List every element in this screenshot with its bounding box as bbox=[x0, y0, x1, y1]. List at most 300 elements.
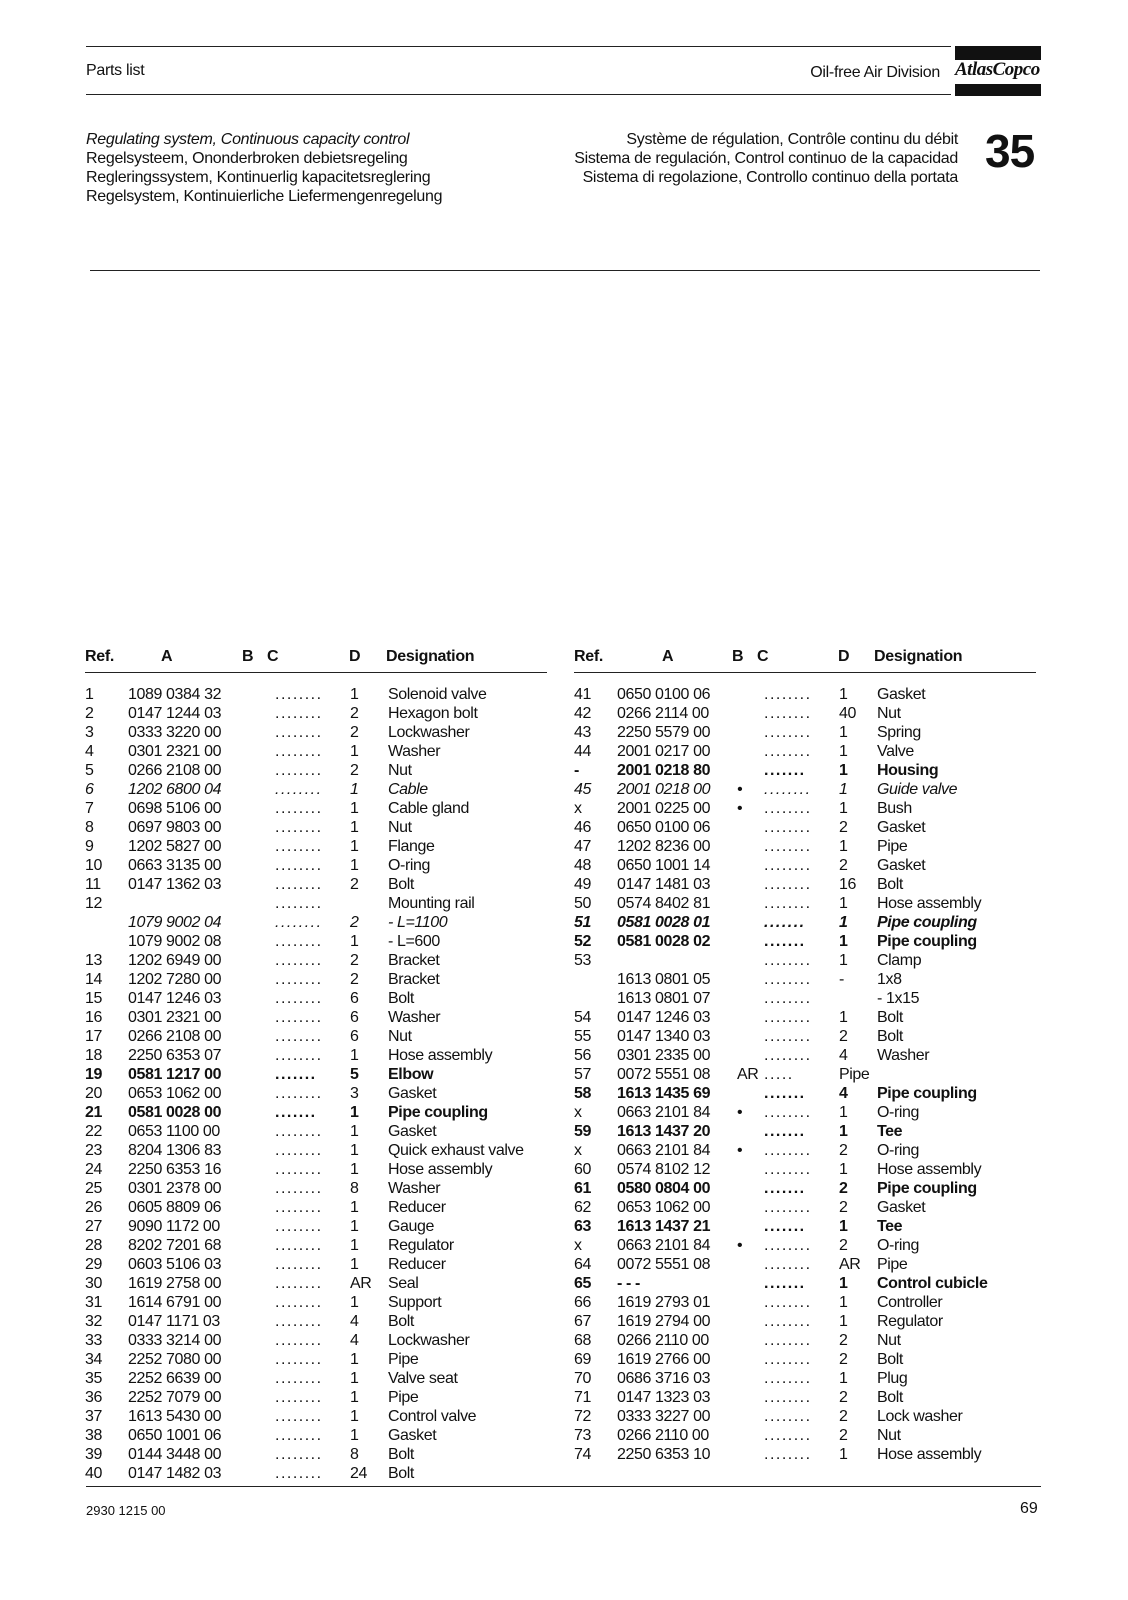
leader-dots: ........ bbox=[275, 724, 323, 741]
designation-cell: Pipe coupling bbox=[877, 914, 977, 931]
ref-cell: 16 bbox=[85, 1009, 102, 1026]
quantity-cell: 1 bbox=[839, 952, 848, 969]
leader-dots: ........ bbox=[275, 1085, 323, 1102]
part-number-cell: 0580 0804 00 bbox=[617, 1180, 711, 1197]
part-number-cell: 8202 7201 68 bbox=[128, 1237, 222, 1254]
quantity-cell: 2 bbox=[839, 1427, 848, 1444]
quantity-cell: 2 bbox=[839, 1408, 848, 1425]
part-number-cell: 0663 3135 00 bbox=[128, 857, 222, 874]
ref-cell: 8 bbox=[85, 819, 94, 836]
quantity-cell: 1 bbox=[350, 819, 359, 836]
table-row bbox=[85, 1104, 565, 1123]
leader-dots: ........ bbox=[275, 1446, 323, 1463]
table-row bbox=[85, 1161, 565, 1180]
designation-cell: Gasket bbox=[877, 819, 926, 836]
table-row bbox=[85, 1123, 565, 1142]
leader-dots: ........ bbox=[275, 952, 323, 969]
quantity-cell: 2 bbox=[350, 952, 359, 969]
designation-cell: O-ring bbox=[388, 857, 431, 874]
leader-dots: ........ bbox=[764, 952, 812, 969]
quantity-cell: 1 bbox=[350, 1218, 359, 1235]
part-number-cell: 0581 0028 02 bbox=[617, 933, 711, 950]
part-number-cell: 0147 1323 03 bbox=[617, 1389, 711, 1406]
table-row bbox=[574, 1009, 1054, 1028]
leader-dots: ........ bbox=[275, 1370, 323, 1387]
leader-dots: ........ bbox=[764, 743, 812, 760]
leader-dots: ........ bbox=[275, 1256, 323, 1273]
quantity-cell: 1 bbox=[350, 1237, 359, 1254]
table-row bbox=[85, 743, 565, 762]
part-number-cell: 1619 2766 00 bbox=[617, 1351, 711, 1368]
parts-table-left bbox=[85, 648, 565, 1482]
designation-cell: Quick exhaust valve bbox=[388, 1142, 524, 1159]
footer-rule bbox=[86, 1486, 1041, 1487]
designation-cell: Reducer bbox=[388, 1199, 446, 1216]
ref-cell: 29 bbox=[85, 1256, 102, 1273]
designation-cell: Washer bbox=[388, 743, 441, 760]
part-number-cell: 1202 6949 00 bbox=[128, 952, 222, 969]
logo-bar-top bbox=[955, 46, 1041, 60]
part-number-cell: 0650 0100 06 bbox=[617, 819, 711, 836]
quantity-cell: 2 bbox=[839, 1237, 848, 1254]
part-number-cell: 0266 2114 00 bbox=[617, 705, 709, 722]
page-number: 69 bbox=[1020, 1500, 1038, 1517]
part-number-cell: 1202 7280 00 bbox=[128, 971, 222, 988]
ref-cell: 33 bbox=[85, 1332, 102, 1349]
part-number-cell: 1613 0801 07 bbox=[617, 990, 711, 1007]
leader-dots: ........ bbox=[275, 1199, 323, 1216]
ref-cell: 53 bbox=[574, 952, 591, 969]
quantity-cell: 1 bbox=[350, 1123, 359, 1140]
parts-table-right bbox=[574, 648, 1054, 1463]
quantity-cell: 1 bbox=[839, 781, 848, 798]
designation-cell: Bush bbox=[877, 800, 912, 817]
col-b-header: B bbox=[732, 648, 744, 665]
part-number-cell: 1613 1435 69 bbox=[617, 1085, 711, 1102]
table-row bbox=[85, 1237, 565, 1256]
leader-dots: ........ bbox=[764, 876, 812, 893]
table-row bbox=[574, 1142, 1054, 1161]
ref-cell: 34 bbox=[85, 1351, 102, 1368]
designation-cell: Nut bbox=[388, 762, 412, 779]
leader-dots: ........ bbox=[764, 1427, 812, 1444]
part-number-cell: 0574 8402 81 bbox=[617, 895, 711, 912]
leader-dots: ........ bbox=[275, 819, 323, 836]
ref-cell: 18 bbox=[85, 1047, 102, 1064]
col-designation-header: Designation bbox=[386, 648, 475, 665]
quantity-cell: 1 bbox=[839, 1218, 848, 1235]
quantity-cell: 6 bbox=[350, 1028, 359, 1045]
designation-cell: Controller bbox=[877, 1294, 943, 1311]
designation-cell: Bracket bbox=[388, 952, 440, 969]
part-number-cell: 2252 7080 00 bbox=[128, 1351, 222, 1368]
designation-cell: Gasket bbox=[877, 1199, 926, 1216]
marker-cell: • bbox=[737, 1237, 743, 1254]
part-number-cell: 0333 3220 00 bbox=[128, 724, 222, 741]
leader-dots: ........ bbox=[275, 743, 323, 760]
table-row bbox=[85, 876, 565, 895]
part-number-cell: 1079 9002 08 bbox=[128, 933, 222, 950]
table-row bbox=[85, 1066, 565, 1085]
part-number-cell: 1613 1437 21 bbox=[617, 1218, 711, 1235]
leader-dots: ........ bbox=[764, 1047, 812, 1064]
part-number-cell: 0266 2108 00 bbox=[128, 1028, 222, 1045]
quantity-cell: 1 bbox=[350, 1294, 359, 1311]
part-number-cell: 1614 6791 00 bbox=[128, 1294, 222, 1311]
table-row bbox=[574, 1066, 1054, 1085]
quantity-cell: 2 bbox=[839, 1028, 848, 1045]
designation-cell: Reducer bbox=[388, 1256, 446, 1273]
table-row bbox=[574, 1351, 1054, 1370]
ref-cell: 21 bbox=[85, 1104, 102, 1121]
title-english: Regulating system, Continuous capacity control bbox=[86, 131, 410, 148]
title-german: Regelsystem, Kontinuierliche Liefermengenregelung bbox=[86, 188, 443, 205]
quantity-cell: 5 bbox=[350, 1066, 359, 1083]
ref-cell: 22 bbox=[85, 1123, 102, 1140]
ref-cell: 61 bbox=[574, 1180, 591, 1197]
parts-table-right-header bbox=[574, 648, 1054, 672]
section-number: 35 bbox=[985, 125, 1035, 177]
table-row bbox=[574, 1313, 1054, 1332]
leader-dots: ........ bbox=[764, 971, 812, 988]
ref-cell: 51 bbox=[574, 914, 591, 931]
table-row bbox=[85, 990, 565, 1009]
leader-dots: ........ bbox=[764, 857, 812, 874]
ref-cell: 66 bbox=[574, 1294, 591, 1311]
designation-cell: Seal bbox=[388, 1275, 419, 1292]
table-row bbox=[85, 1028, 565, 1047]
table-row bbox=[85, 914, 565, 933]
designation-cell: Nut bbox=[877, 705, 901, 722]
leader-dots: ........ bbox=[275, 895, 323, 912]
quantity-cell: 2 bbox=[839, 1142, 848, 1159]
quantity-cell: 1 bbox=[350, 933, 359, 950]
quantity-cell: 40 bbox=[839, 705, 856, 722]
marker-cell: • bbox=[737, 1142, 743, 1159]
part-number-cell: 0686 3716 03 bbox=[617, 1370, 711, 1387]
quantity-cell: 4 bbox=[350, 1313, 359, 1330]
leader-dots: ........ bbox=[764, 1389, 812, 1406]
leader-dots: ........ bbox=[764, 838, 812, 855]
title-dutch: Regelsysteem, Ononderbroken debietsregeling bbox=[86, 150, 408, 167]
leader-dots: ........ bbox=[764, 1161, 812, 1178]
ref-cell: 56 bbox=[574, 1047, 591, 1064]
quantity-cell: 1 bbox=[839, 1009, 848, 1026]
table-row bbox=[574, 914, 1054, 933]
table-row bbox=[85, 1218, 565, 1237]
marker-cell: AR bbox=[737, 1066, 759, 1083]
table-row bbox=[574, 743, 1054, 762]
table-row bbox=[85, 1389, 565, 1408]
quantity-cell: 1 bbox=[839, 1294, 848, 1311]
table-row bbox=[574, 686, 1054, 705]
designation-cell: Control cubicle bbox=[877, 1275, 988, 1292]
leader-dots: ........ bbox=[275, 1389, 323, 1406]
table-row bbox=[574, 781, 1054, 800]
ref-cell: 17 bbox=[85, 1028, 102, 1045]
col-a-header: A bbox=[662, 648, 674, 665]
leader-dots: ........ bbox=[764, 1313, 812, 1330]
quantity-cell: 4 bbox=[350, 1332, 359, 1349]
designation-cell: Regulator bbox=[388, 1237, 454, 1254]
designation-cell: Bolt bbox=[877, 876, 903, 893]
ref-cell: 11 bbox=[85, 876, 101, 893]
designation-cell: Bolt bbox=[388, 876, 414, 893]
leader-dots: ........ bbox=[275, 1161, 323, 1178]
ref-cell: 19 bbox=[85, 1066, 102, 1083]
quantity-cell: 1 bbox=[350, 1370, 359, 1387]
leader-dots: ........ bbox=[764, 781, 812, 798]
ref-cell: 64 bbox=[574, 1256, 591, 1273]
ref-cell: 70 bbox=[574, 1370, 591, 1387]
table-row bbox=[85, 724, 565, 743]
ref-cell: 59 bbox=[574, 1123, 591, 1140]
table-row bbox=[85, 1142, 565, 1161]
part-number-cell: 1613 0801 05 bbox=[617, 971, 711, 988]
table-row bbox=[85, 1446, 565, 1465]
part-number-cell: 1202 5827 00 bbox=[128, 838, 222, 855]
title-italian: Sistema di regolazione, Controllo continuo della portata bbox=[582, 169, 958, 186]
part-number-cell: 2250 5579 00 bbox=[617, 724, 711, 741]
ref-cell: 67 bbox=[574, 1313, 591, 1330]
table-row bbox=[574, 1180, 1054, 1199]
designation-cell: Pipe coupling bbox=[877, 1180, 977, 1197]
ref-cell: 54 bbox=[574, 1009, 591, 1026]
part-number-cell: 1613 1437 20 bbox=[617, 1123, 711, 1140]
leader-dots: ........ bbox=[275, 1408, 323, 1425]
ref-cell: 62 bbox=[574, 1199, 591, 1216]
designation-cell: Bolt bbox=[388, 990, 414, 1007]
designation-cell: Cable gland bbox=[388, 800, 469, 817]
table-row bbox=[574, 1294, 1054, 1313]
designation-cell: Lockwasher bbox=[388, 724, 470, 741]
leader-dots: ........ bbox=[275, 1123, 323, 1140]
designation-cell: Gasket bbox=[388, 1427, 437, 1444]
quantity-cell: 1 bbox=[839, 1370, 848, 1387]
quantity-cell: 2 bbox=[839, 1332, 848, 1349]
ref-cell: 71 bbox=[574, 1389, 591, 1406]
quantity-cell: 1 bbox=[839, 838, 848, 855]
table-row bbox=[85, 686, 565, 705]
ref-cell: x bbox=[574, 800, 582, 817]
leader-dots: ........ bbox=[764, 1142, 812, 1159]
table-row bbox=[85, 838, 565, 857]
part-number-cell: 0301 2378 00 bbox=[128, 1180, 222, 1197]
designation-cell: Lock washer bbox=[877, 1408, 963, 1425]
parts-table-left-rows bbox=[85, 686, 565, 1484]
leader-dots: ....... bbox=[764, 1085, 806, 1102]
ref-cell: 25 bbox=[85, 1180, 102, 1197]
designation-cell: Nut bbox=[877, 1427, 901, 1444]
table-row bbox=[85, 857, 565, 876]
leader-dots: ........ bbox=[275, 1332, 323, 1349]
quantity-cell: 2 bbox=[350, 724, 359, 741]
table-row bbox=[574, 895, 1054, 914]
ref-cell: 38 bbox=[85, 1427, 102, 1444]
leader-dots: ........ bbox=[764, 686, 812, 703]
leader-dots: ....... bbox=[275, 1104, 317, 1121]
part-number-cell: 1202 8236 00 bbox=[617, 838, 711, 855]
table-row bbox=[85, 952, 565, 971]
part-number-cell: 0574 8102 12 bbox=[617, 1161, 711, 1178]
leader-dots: ........ bbox=[764, 800, 812, 817]
designation-cell: Bolt bbox=[388, 1446, 414, 1463]
quantity-cell: 1 bbox=[839, 1275, 848, 1292]
part-number-cell: 0650 1001 06 bbox=[128, 1427, 222, 1444]
designation-cell: Washer bbox=[388, 1180, 441, 1197]
col-a-header: A bbox=[161, 648, 173, 665]
ref-cell: 49 bbox=[574, 876, 591, 893]
title-french: Système de régulation, Contrôle continu du débit bbox=[626, 131, 958, 148]
designation-cell: Solenoid valve bbox=[388, 686, 487, 703]
designation-cell: Hose assembly bbox=[877, 895, 982, 912]
ref-cell: 12 bbox=[85, 895, 102, 912]
quantity-cell: 1 bbox=[839, 686, 848, 703]
table-row bbox=[85, 1256, 565, 1275]
part-number-cell: 0697 9803 00 bbox=[128, 819, 222, 836]
part-number-cell: 1202 6800 04 bbox=[128, 781, 222, 798]
ref-cell: 32 bbox=[85, 1313, 102, 1330]
table-row bbox=[85, 1199, 565, 1218]
part-number-cell: 0072 5551 08 bbox=[617, 1066, 711, 1083]
leader-dots: ........ bbox=[764, 1294, 812, 1311]
table-row bbox=[574, 800, 1054, 819]
leader-dots: ........ bbox=[275, 1142, 323, 1159]
table-row bbox=[85, 1351, 565, 1370]
part-number-cell: 0147 1246 03 bbox=[128, 990, 222, 1007]
ref-cell: x bbox=[574, 1104, 582, 1121]
designation-cell: Gauge bbox=[388, 1218, 435, 1235]
table-row bbox=[574, 705, 1054, 724]
designation-cell: Housing bbox=[877, 762, 939, 779]
table-row bbox=[574, 1218, 1054, 1237]
ref-cell: 55 bbox=[574, 1028, 591, 1045]
designation-cell: Nut bbox=[388, 1028, 412, 1045]
logo-wordmark: AtlasCopco bbox=[955, 59, 1040, 80]
leader-dots: ........ bbox=[764, 1256, 812, 1273]
leader-dots: ....... bbox=[764, 1123, 806, 1140]
table-row bbox=[574, 876, 1054, 895]
designation-cell: Bracket bbox=[388, 971, 440, 988]
ref-cell: 42 bbox=[574, 705, 591, 722]
quantity-cell: 2 bbox=[839, 1389, 848, 1406]
table-row bbox=[574, 1199, 1054, 1218]
quantity-cell: 1 bbox=[839, 724, 848, 741]
quantity-cell: 6 bbox=[350, 990, 359, 1007]
table-row bbox=[574, 1028, 1054, 1047]
quantity-cell: 2 bbox=[839, 1199, 848, 1216]
table-row bbox=[85, 895, 565, 914]
table-row bbox=[85, 1427, 565, 1446]
leader-dots: ........ bbox=[275, 990, 323, 1007]
leader-dots: ........ bbox=[764, 990, 812, 1007]
part-number-cell: 0698 5106 00 bbox=[128, 800, 222, 817]
quantity-cell: AR bbox=[350, 1275, 372, 1292]
ref-cell: 15 bbox=[85, 990, 102, 1007]
header-left-label: Parts list bbox=[86, 62, 145, 79]
part-number-cell: 2001 0225 00 bbox=[617, 800, 711, 817]
ref-cell: 23 bbox=[85, 1142, 102, 1159]
table-row bbox=[85, 971, 565, 990]
designation-cell: Mounting rail bbox=[388, 895, 475, 912]
quantity-cell: 2 bbox=[350, 914, 359, 931]
leader-dots: ........ bbox=[275, 1180, 323, 1197]
designation-cell: Valve seat bbox=[388, 1370, 458, 1387]
ref-cell: 3 bbox=[85, 724, 94, 741]
table-row bbox=[574, 1446, 1054, 1465]
ref-cell: 4 bbox=[85, 743, 94, 760]
part-number-cell: 1619 2793 01 bbox=[617, 1294, 711, 1311]
leader-dots: ........ bbox=[275, 686, 323, 703]
table-row bbox=[574, 1161, 1054, 1180]
table-row bbox=[85, 1370, 565, 1389]
ref-cell: 57 bbox=[574, 1066, 591, 1083]
table-row bbox=[574, 1408, 1054, 1427]
quantity-cell: 2 bbox=[839, 857, 848, 874]
leader-dots: ..... bbox=[764, 1066, 794, 1083]
designation-cell: Gasket bbox=[388, 1085, 437, 1102]
title-swedish: Regleringssystem, Kontinuerlig kapacitetsreglering bbox=[86, 169, 431, 186]
quantity-cell: 4 bbox=[839, 1047, 848, 1064]
designation-cell: Regulator bbox=[877, 1313, 943, 1330]
ref-cell: 73 bbox=[574, 1427, 591, 1444]
ref-cell: 27 bbox=[85, 1218, 102, 1235]
ref-cell: 26 bbox=[85, 1199, 102, 1216]
ref-cell: 43 bbox=[574, 724, 591, 741]
ref-cell: 74 bbox=[574, 1446, 591, 1463]
table-row bbox=[574, 724, 1054, 743]
ref-cell: 69 bbox=[574, 1351, 591, 1368]
quantity-cell: 1 bbox=[350, 686, 359, 703]
leader-dots: ........ bbox=[275, 800, 323, 817]
table-row bbox=[85, 1275, 565, 1294]
part-number-cell: 0653 1062 00 bbox=[617, 1199, 711, 1216]
table-row bbox=[85, 762, 565, 781]
quantity-cell: 1 bbox=[350, 1351, 359, 1368]
ref-cell: 52 bbox=[574, 933, 591, 950]
table-row bbox=[85, 800, 565, 819]
table-row bbox=[85, 1332, 565, 1351]
designation-cell: Washer bbox=[388, 1009, 441, 1026]
designation-cell: O-ring bbox=[877, 1104, 920, 1121]
quantity-cell: 1 bbox=[839, 933, 848, 950]
leader-dots: ........ bbox=[764, 705, 812, 722]
designation-cell: Tee bbox=[877, 1123, 903, 1140]
ref-cell: 50 bbox=[574, 895, 591, 912]
part-number-cell: 0650 1001 14 bbox=[617, 857, 711, 874]
table-row bbox=[574, 933, 1054, 952]
ref-cell: 28 bbox=[85, 1237, 102, 1254]
leader-dots: ........ bbox=[275, 1237, 323, 1254]
leader-dots: ........ bbox=[764, 819, 812, 836]
leader-dots: ........ bbox=[764, 1104, 812, 1121]
part-number-cell: 0301 2321 00 bbox=[128, 743, 222, 760]
table-row bbox=[574, 1123, 1054, 1142]
part-number-cell: 0266 2110 00 bbox=[617, 1427, 709, 1444]
titles-right bbox=[540, 130, 958, 187]
ref-cell: 65 bbox=[574, 1275, 591, 1292]
part-number-cell: 0147 1481 03 bbox=[617, 876, 711, 893]
quantity-cell: 4 bbox=[839, 1085, 848, 1102]
ref-cell: 6 bbox=[85, 781, 94, 798]
col-b-header: B bbox=[242, 648, 254, 665]
ref-cell: 5 bbox=[85, 762, 94, 779]
leader-dots: ........ bbox=[764, 1237, 812, 1254]
ref-cell: 20 bbox=[85, 1085, 102, 1102]
designation-cell: - 1x15 bbox=[877, 990, 920, 1007]
leader-dots: ........ bbox=[275, 1218, 323, 1235]
leader-dots: ........ bbox=[764, 1009, 812, 1026]
